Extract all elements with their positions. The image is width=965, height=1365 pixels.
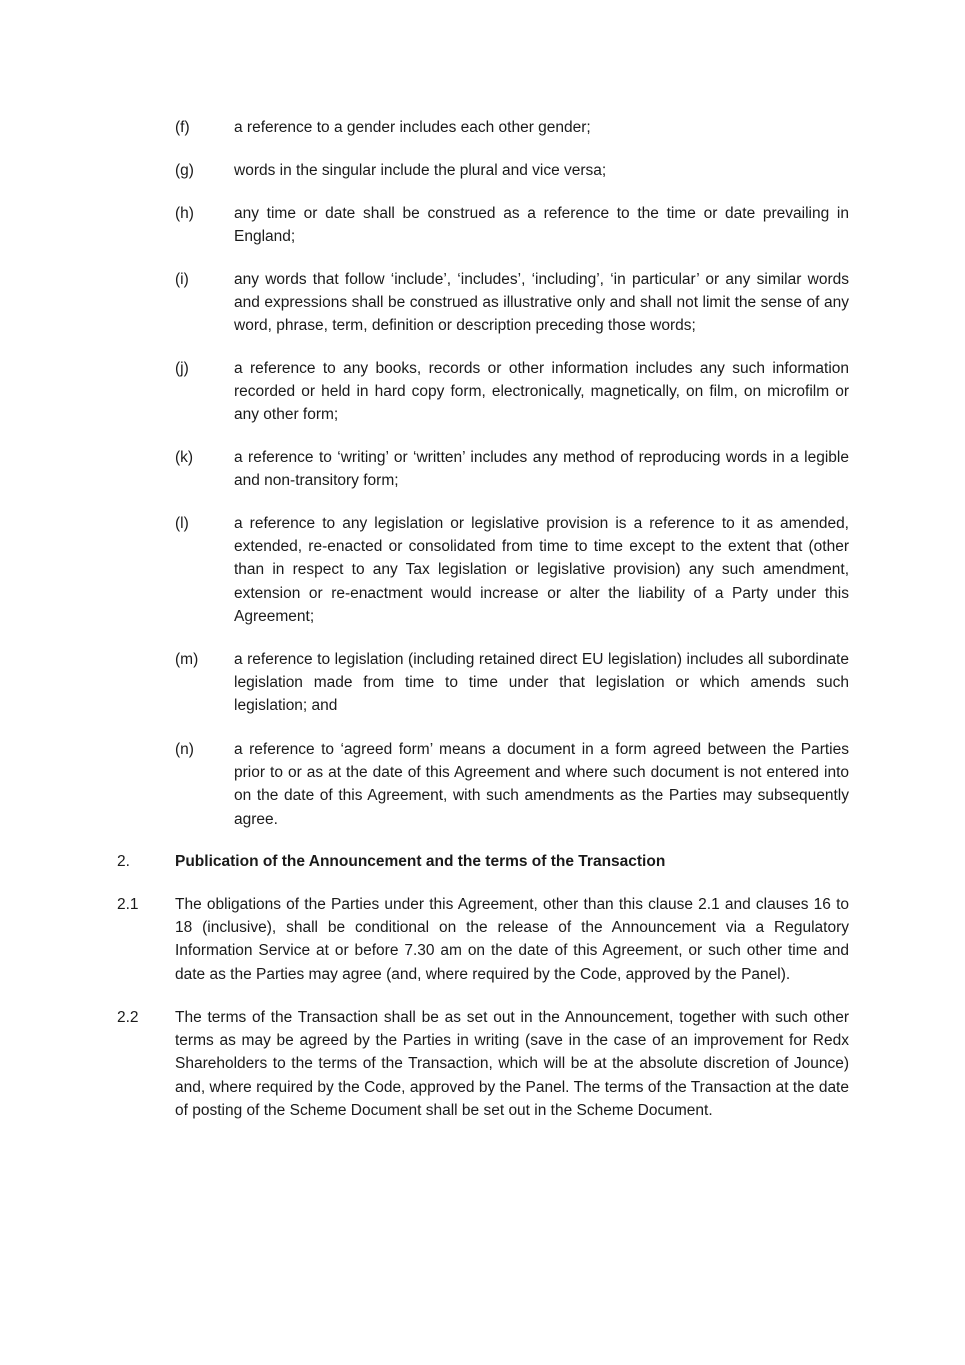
subclause-i [175,268,849,338]
subclause-label: (j) [175,360,189,377]
subclause-text: words in the singular include the plural and vice versa; [234,162,607,179]
subclause-label: (l) [175,515,189,532]
subclause-label: (m) [175,651,199,668]
clause-number: 2.1 [117,896,139,913]
subclause-label: (h) [175,205,194,222]
subclause-j [175,357,849,427]
subclause-k [175,446,849,492]
section-title: Publication of the Announcement and the terms of the Transaction [175,853,666,870]
subclause-text: a reference to a gender includes each other gender; [234,119,591,136]
clause-text: The terms of the Transaction shall be as set out in the Announcement, together with such other terms as may be agreed by the Parties in writing (save in the case of an improvement for Redx Shareholders to the terms of the Transaction, which will be at the absolute discretion of Jounce) and, where required by the Code, approved by the Panel. The terms of the Transaction at the date of posting of the Scheme Document shall be set out in the Scheme Document. [175,1009,849,1119]
subclause-n [175,738,849,831]
clause-2-2 [117,1006,849,1122]
subclause-g [175,159,849,182]
section-number: 2. [117,853,130,870]
clause-2-1 [117,893,849,986]
subclause-text: any words that follow ‘include’, ‘includes’, ‘including’, ‘in particular’ or any similar words and expressions shall be construed as illustrative only and shall not limit the sense of any word, phrase, term, definition or description preceding those words; [234,271,849,335]
subclause-text: a reference to any legislation or legislative provision is a reference to it as amended, extended, re-enacted or consolidated from time to time except to the extent that (other than in respect to any Tax legislation or legislative provision) any such amendment, extension or re-enactment would increase or alter the liability of a Party under this Agreement; [234,515,849,625]
subclause-text: a reference to ‘writing’ or ‘written’ includes any method of reproducing words in a legible and non-transitory form; [234,449,849,490]
subclause-l [175,512,849,628]
subclause-text: any time or date shall be construed as a reference to the time or date prevailing in England; [234,205,849,246]
subclause-text: a reference to any books, records or other information includes any such information recorded or held in hard copy form, electronically, magnetically, on film, on microfilm or any other form; [234,360,849,424]
subclause-h [175,202,849,248]
subclause-label: (k) [175,449,194,466]
section-heading [117,850,849,873]
subclause-text: a reference to ‘agreed form’ means a document in a form agreed between the Parties prior to or as at the date of this Agreement and where such document is not entered into on the date of this Agreement, with such amendments as the Parties may subsequently agree. [234,741,849,828]
subclause-label: (n) [175,741,194,758]
subclause-text: a reference to legislation (including retained direct EU legislation) includes all subordinate legislation made from time to time under that legislation or which amends such legislation; and [234,651,849,715]
subclause-label: (i) [175,271,189,288]
clause-text: The obligations of the Parties under this Agreement, other than this clause 2.1 and clauses 16 to 18 (inclusive), shall be conditional on the release of the Announcement via a Regulatory Information Service at or before 7.30 am on the date of this Agreement, or such other time and date as the Parties may agree (and, where required by the Code, approved by the Panel). [175,896,849,983]
clause-number: 2.2 [117,1009,139,1026]
subclause-m [175,648,849,718]
subclause-label: (f) [175,119,190,136]
subclause-label: (g) [175,162,194,179]
subclause-f [175,116,849,139]
